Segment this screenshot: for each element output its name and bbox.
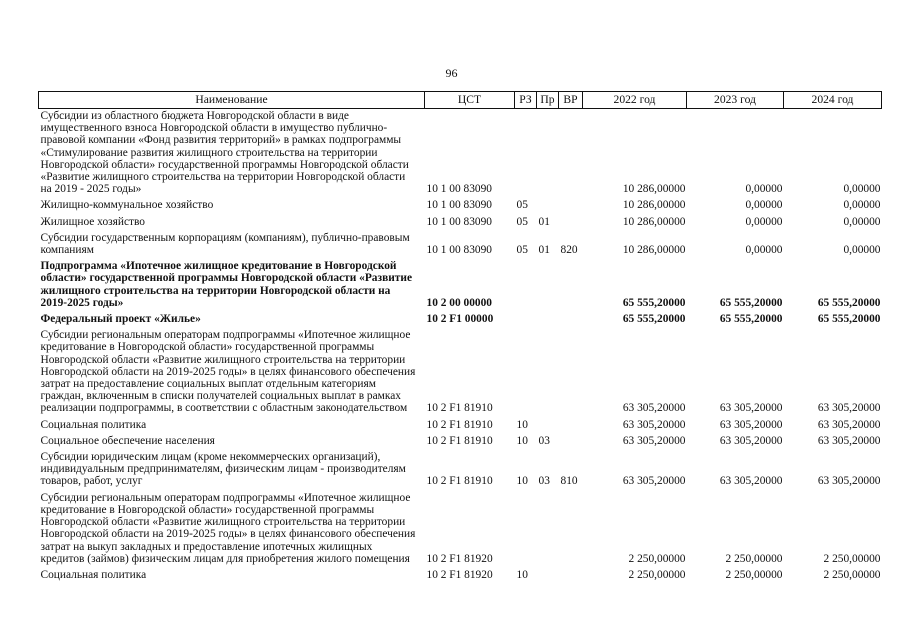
row-pr-cell: [537, 310, 559, 326]
header-2022: 2022 год: [583, 92, 687, 109]
table-row: [39, 213, 882, 229]
row-vr-cell: [559, 257, 583, 310]
row-name-cell: Субсидии региональным операторам подпрограммы «Ипотечное жилищное кредитование в Новгородской области» государственной программы Новгородской области «Развитие жилищного строительства на территории Новгородской области на 2019-2025 годы» в целях финансового обеспечения затрат на предоставление социальных выплат отдельным категориям граждан, включенным в списки получателей социальных выплат в рамках реализации подпрограммы, в соответствии с областным законодательством: [40, 329, 416, 415]
row-pr-cell: [537, 109, 559, 197]
row-vr-cell: [559, 566, 583, 582]
row-name-cell: Субсидии государственным корпорациям (компаниям), публично-правовым компаниям: [40, 231, 410, 257]
row-cst-cell: 10 1 00 83090: [426, 215, 492, 228]
row-2024-cell: 63 305,20000: [817, 418, 881, 431]
row-2024-cell: 0,00000: [843, 199, 881, 212]
row-vr-cell: 810: [560, 475, 578, 488]
page-number: 96: [445, 66, 458, 80]
row-pr-cell: [537, 416, 559, 432]
row-rz-cell: 05: [516, 244, 528, 257]
row-pr-cell: 03: [538, 434, 550, 447]
table-row: [39, 196, 882, 212]
header-2024: 2024 год: [784, 92, 882, 109]
row-2024-cell: 0,00000: [843, 183, 881, 196]
table-row: [39, 109, 882, 197]
row-2022-cell: 65 555,20000: [622, 296, 686, 309]
row-2022-cell: 63 305,20000: [622, 434, 686, 447]
row-2023-cell: 2 250,00000: [725, 568, 783, 581]
row-vr-cell: [559, 326, 583, 415]
row-2022-cell: 10 286,00000: [622, 244, 686, 257]
row-pr-cell: 01: [538, 244, 550, 257]
row-2023-cell: 2 250,00000: [725, 552, 783, 565]
header-cst: ЦСТ: [425, 92, 515, 109]
row-rz-cell: [515, 257, 537, 310]
table-row: [39, 229, 882, 257]
header-pr: Пр: [537, 92, 559, 109]
row-2023-cell: 65 555,20000: [719, 296, 783, 309]
row-rz-cell: [515, 326, 537, 415]
row-cst-cell: 10 2 F1 81920: [426, 568, 493, 581]
row-pr-cell: [537, 566, 559, 582]
budget-table-container: [38, 91, 881, 582]
table-row: [39, 489, 882, 566]
row-name-cell: Субсидии из областного бюджета Новгородской области в виде имущественного взноса Новгородской области в имущество публично-правовой компании «Фонд развития территорий» в рамках подпрограммы «Стимулирование развития жилищного строительства на территории Новгородской области» государственной программы Новгородской области «Развитие жилищного строительства на территории Новгородской области на 2019 - 2025 годы»: [40, 110, 409, 196]
row-vr-cell: [559, 432, 583, 448]
table-row: [39, 326, 882, 415]
row-2022-cell: 10 286,00000: [622, 215, 686, 228]
row-rz-cell: 10: [516, 475, 528, 488]
row-2023-cell: 0,00000: [745, 183, 783, 196]
row-2023-cell: 65 555,20000: [719, 313, 783, 326]
row-2024-cell: 2 250,00000: [823, 552, 881, 565]
row-2024-cell: 0,00000: [843, 215, 881, 228]
row-rz-cell: [515, 109, 537, 197]
row-2022-cell: 2 250,00000: [628, 568, 686, 581]
row-name-cell: Федеральный проект «Жилье»: [40, 313, 201, 326]
row-2022-cell: 63 305,20000: [622, 418, 686, 431]
row-cst-cell: 10 1 00 83090: [426, 199, 492, 212]
row-rz-cell: [515, 489, 537, 566]
table-header-row: [39, 92, 882, 109]
row-2023-cell: 63 305,20000: [719, 418, 783, 431]
table-row: [39, 448, 882, 489]
row-vr-cell: [559, 489, 583, 566]
row-name-cell: Жилищно-коммунальное хозяйство: [40, 199, 214, 212]
row-name-cell: Социальная политика: [40, 418, 147, 431]
row-pr-cell: 03: [538, 475, 550, 488]
row-2024-cell: 65 555,20000: [817, 313, 881, 326]
row-2023-cell: 63 305,20000: [719, 475, 783, 488]
row-vr-cell: [559, 109, 583, 197]
table-body: [39, 109, 882, 583]
row-2023-cell: 0,00000: [745, 244, 783, 257]
row-2024-cell: 63 305,20000: [817, 434, 881, 447]
row-2023-cell: 0,00000: [745, 215, 783, 228]
row-cst-cell: 10 2 F1 81920: [426, 552, 493, 565]
row-pr-cell: [537, 489, 559, 566]
row-2023-cell: 63 305,20000: [719, 402, 783, 415]
row-2022-cell: 10 286,00000: [622, 199, 686, 212]
row-name-cell: Субсидии юридическим лицам (кроме некоммерческих организаций), индивидуальным предпринимателям, физическим лицам - производителям товаров, работ, услуг: [40, 451, 406, 488]
header-name: Наименование: [39, 92, 425, 109]
row-2024-cell: 63 305,20000: [817, 475, 881, 488]
row-2022-cell: 2 250,00000: [628, 552, 686, 565]
header-2023: 2023 год: [687, 92, 784, 109]
row-rz-cell: 05: [516, 199, 528, 212]
row-2022-cell: 10 286,00000: [622, 183, 686, 196]
row-name-cell: Социальное обеспечение населения: [40, 434, 215, 447]
row-pr-cell: [537, 257, 559, 310]
row-cst-cell: 10 2 F1 81910: [426, 418, 493, 431]
row-cst-cell: 10 2 F1 81910: [426, 434, 493, 447]
table-row: [39, 257, 882, 310]
row-cst-cell: 10 2 F1 00000: [426, 313, 494, 326]
row-cst-cell: 10 1 00 83090: [426, 183, 492, 196]
row-2024-cell: 63 305,20000: [817, 402, 881, 415]
row-vr-cell: [559, 196, 583, 212]
row-vr-cell: [559, 213, 583, 229]
row-cst-cell: 10 2 F1 81910: [426, 475, 493, 488]
row-pr-cell: [537, 196, 559, 212]
row-2022-cell: 65 555,20000: [622, 313, 686, 326]
row-2024-cell: 65 555,20000: [817, 296, 881, 309]
row-name-cell: Подпрограмма «Ипотечное жилищное кредитование в Новгородской области» государственной программы Новгородской области «Развитие жилищного строительства на территории Новгородской области на 2019-2025 годы»: [40, 260, 413, 309]
row-cst-cell: 10 1 00 83090: [426, 244, 492, 257]
row-vr-cell: [559, 416, 583, 432]
row-name-cell: Жилищное хозяйство: [40, 215, 146, 228]
row-2024-cell: 2 250,00000: [823, 568, 881, 581]
row-2023-cell: 0,00000: [745, 199, 783, 212]
row-name-cell: Социальная политика: [40, 568, 147, 581]
row-rz-cell: [515, 310, 537, 326]
table-row: [39, 432, 882, 448]
table-row: [39, 310, 882, 326]
row-vr-cell: 820: [560, 244, 578, 257]
row-2023-cell: 63 305,20000: [719, 434, 783, 447]
budget-table: [38, 91, 882, 582]
header-vr: ВР: [559, 92, 583, 109]
row-rz-cell: 10: [516, 434, 528, 447]
table-row: [39, 566, 882, 582]
row-cst-cell: 10 2 F1 81910: [426, 402, 493, 415]
header-rz: РЗ: [515, 92, 537, 109]
row-2024-cell: 0,00000: [843, 244, 881, 257]
row-2022-cell: 63 305,20000: [622, 475, 686, 488]
row-2022-cell: 63 305,20000: [622, 402, 686, 415]
row-rz-cell: 05: [516, 215, 528, 228]
row-rz-cell: 10: [516, 568, 528, 581]
row-pr-cell: [537, 326, 559, 415]
row-rz-cell: 10: [516, 418, 528, 431]
row-pr-cell: 01: [538, 215, 550, 228]
table-row: [39, 416, 882, 432]
row-cst-cell: 10 2 00 00000: [426, 296, 492, 309]
row-vr-cell: [559, 310, 583, 326]
row-name-cell: Субсидии региональным операторам подпрограммы «Ипотечное жилищное кредитование в Новгородской области» государственной программы Новгородской области «Развитие жилищного строительства на территории Новгородской области на 2019-2025 годы» в целях финансового обеспечения затрат на выкуп закладных и предоставление ипотечных жилищных кредитов (займов) физическим лицам для приобретения жилого помещения: [40, 491, 416, 565]
